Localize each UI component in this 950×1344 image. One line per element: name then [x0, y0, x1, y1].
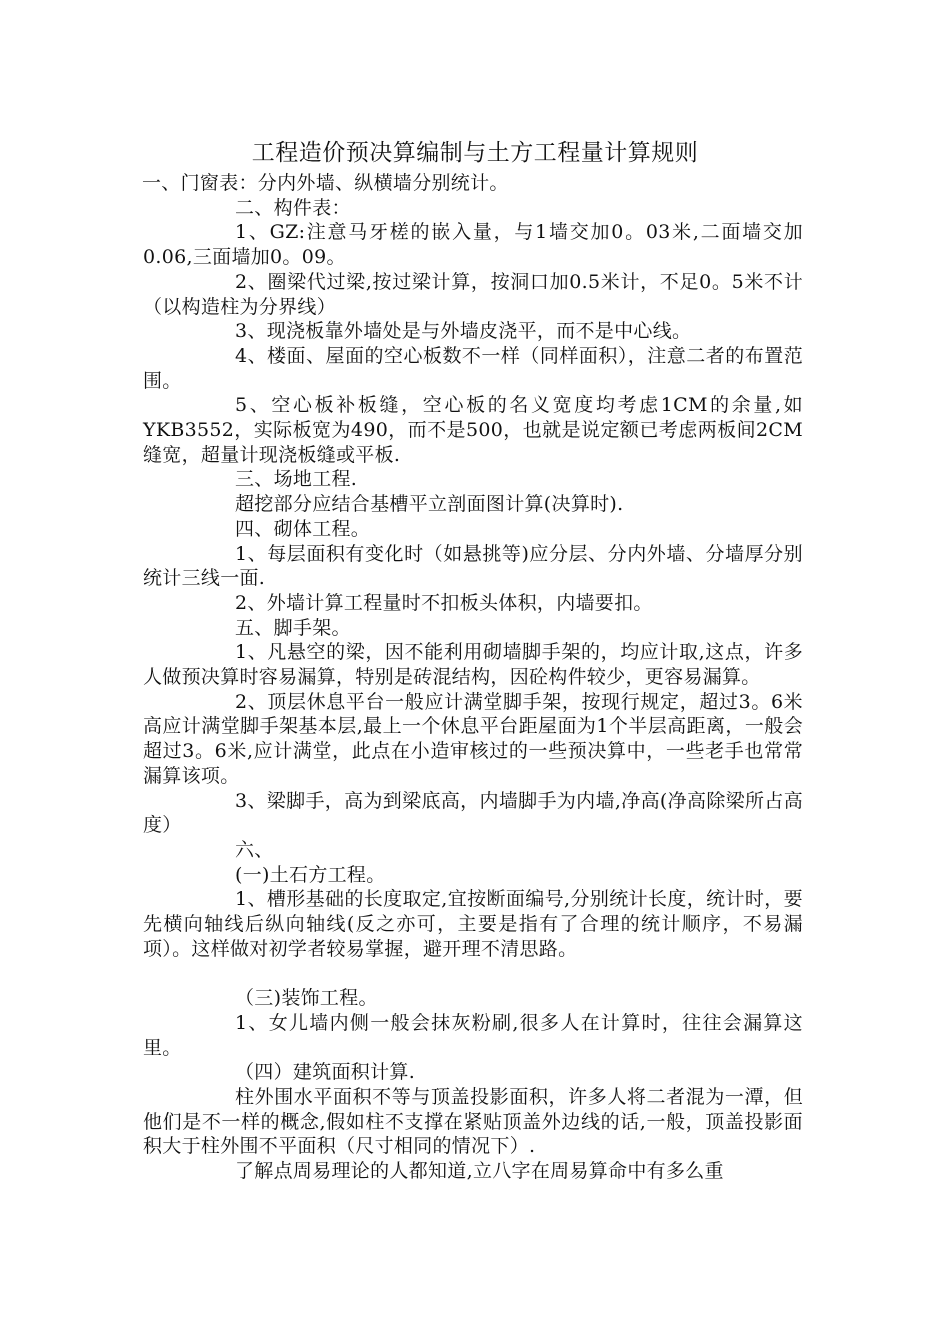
- document-body: [143, 171, 803, 1184]
- paragraph-item: 3、梁脚手，高为到梁底高，内墙脚手为内墙,净高(净高除梁所占高度）: [143, 789, 803, 837]
- section-heading-components: 二、构件表：: [235, 196, 351, 219]
- section-heading-doors-windows: 一、门窗表：分内外墙、纵横墙分别统计。: [142, 172, 509, 194]
- paragraph-item: 柱外围水平面积不等与顶盖投影面积，许多人将二者混为一潭，但他们是不一样的概念,假如柱不支撑在紧贴顶盖外边线的话,一般，顶盖投影面积大于柱外围不平面积（尺寸相同的情况下）.: [143, 1086, 803, 1158]
- paragraph-item: 1、槽形基础的长度取定,宜按断面编号,分别统计长度，统计时，要先横向轴线后纵向轴线(反之亦可，主要是指有了合理的统计顺序，不易漏项）。这样做对初学者较易掌握，避开理不清思路。: [143, 888, 803, 960]
- paragraph-item: 2、外墙计算工程量时不扣板头体积，内墙要扣。: [235, 591, 653, 614]
- paragraph-item: 超挖部分应结合基槽平立剖面图计算(决算时).: [235, 493, 624, 516]
- paragraph-item: 1、GZ:注意马牙槎的嵌入量，与1墙交加0。03米,二面墙交加0.06,三面墙加0。09。: [143, 221, 803, 269]
- subsection-heading-decoration: （三)装饰工程。: [235, 987, 378, 1010]
- section-heading-masonry: 四、砌体工程。: [235, 517, 371, 540]
- paragraph-item: 2、顶层休息平台一般应计满堂脚手架，按现行规定，超过3。6米高应计满堂脚手架基本层,最上一个休息平台距屋面为1个半层高距离，一般会超过3。6米,应计满堂，此点在小造审核过的一些预决算中，一些老手也常常漏算该项。: [143, 690, 803, 787]
- section-heading-site-work: 三、场地工程.: [235, 468, 358, 491]
- blank-line: [143, 962, 803, 987]
- paragraph-item: 了解点周易理论的人都知道,立八字在周易算命中有多么重: [235, 1160, 724, 1183]
- paragraph-item: 2、圈梁代过梁,按过梁计算，按洞口加0.5米计，不足0。5米不计（以构造柱为分界线）: [143, 270, 803, 318]
- paragraph-item: 1、每层面积有变化时（如悬挑等)应分层、分内外墙、分墙厚分别统计三线一面.: [143, 542, 803, 590]
- paragraph-item: 1、凡悬空的梁，因不能利用砌墙脚手架的，均应计取,这点，许多人做预决算时容易漏算，特别是砖混结构，因砼构件较少，更容易漏算。: [143, 641, 803, 689]
- section-heading-six: 六、: [235, 838, 274, 861]
- document-title: 工程造价预决算编制与土方工程量计算规则: [251, 140, 699, 166]
- subsection-heading-earthwork: (一)土石方工程。: [235, 863, 386, 886]
- paragraph-item: 5、空心板补板缝，空心板的名义宽度均考虑1CM的余量,如YKB3552，实际板宽为490，而不是500，也就是说定额已考虑两板间2CM缝宽，超量计现浇板缝或平板.: [143, 394, 803, 466]
- paragraph-item: 1、女儿墙内侧一般会抹灰粉刷,很多人在计算时，往往会漏算这里。: [143, 1011, 803, 1059]
- paragraph-item: 4、楼面、屋面的空心板数不一样（同样面积），注意二者的布置范围。: [143, 344, 803, 392]
- paragraph-item: 3、现浇板靠外墙处是与外墙皮浇平，而不是中心线。: [235, 320, 692, 343]
- section-heading-scaffolding: 五、脚手架。: [235, 616, 351, 639]
- subsection-heading-building-area: （四）建筑面积计算.: [235, 1061, 416, 1084]
